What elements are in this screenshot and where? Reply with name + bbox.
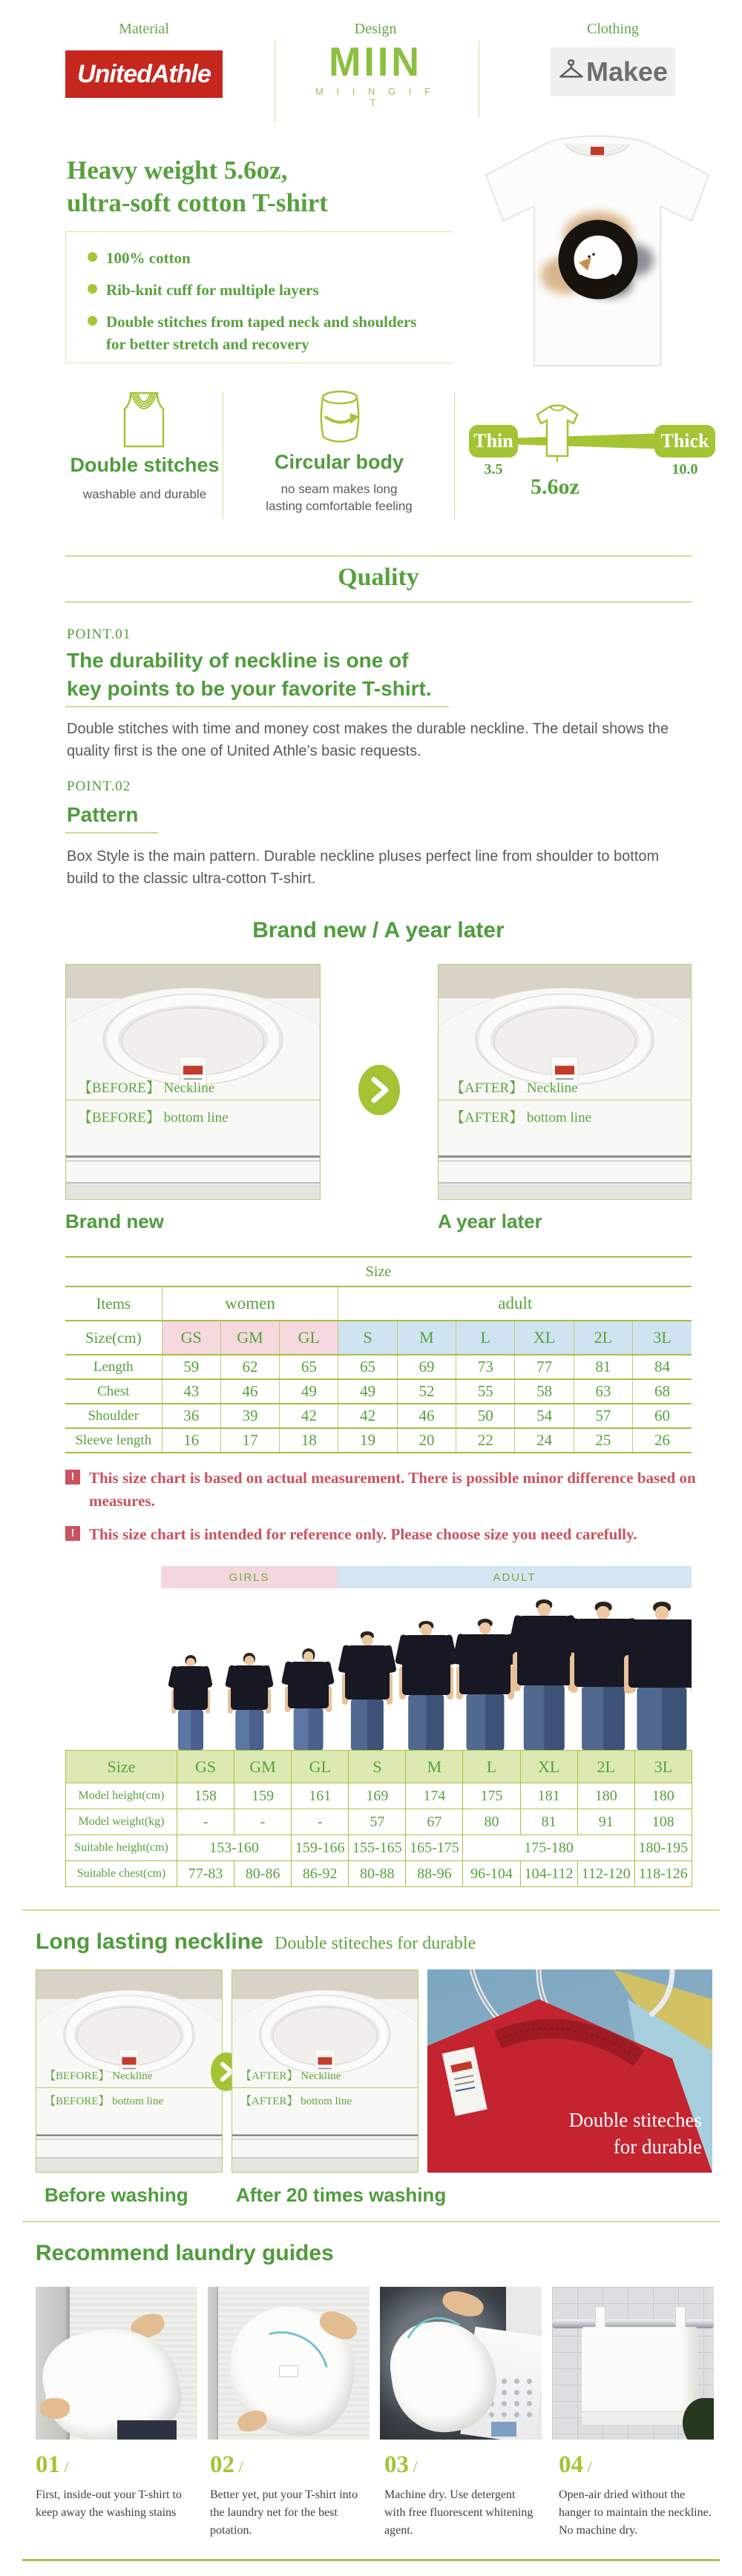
point-02-label: POINT.02 — [67, 779, 131, 794]
model-span-cell: 180-195 — [634, 1835, 692, 1861]
exclamation-icon: ! — [65, 1470, 80, 1484]
tshirt-marker-icon — [534, 404, 580, 466]
size-header-cell: XL — [515, 1321, 574, 1355]
size-value-cell: 68 — [633, 1379, 692, 1404]
after-bottomline-label: 【AFTER】 bottom line — [450, 1110, 592, 1126]
bullet-dot-icon — [88, 284, 97, 294]
product-title-line1: Heavy weight 5.6oz, — [67, 156, 288, 185]
model-shirt — [174, 1666, 208, 1710]
model-value-cell: 112-120 — [577, 1861, 634, 1887]
laundry-step — [384, 2451, 539, 2540]
model-span-cell: 153-160 — [177, 1835, 292, 1861]
brand-new-caption: Brand new — [65, 1210, 164, 1232]
model-size-table — [65, 1750, 692, 1887]
size-value-cell: 19 — [338, 1428, 397, 1453]
size-value-cell: 22 — [456, 1428, 515, 1453]
size-value-cell: 50 — [456, 1404, 515, 1428]
size-value-cell: 42 — [280, 1404, 338, 1428]
neckline-section-heading: Long lasting neckline — [36, 1929, 263, 1954]
header-label-clothing: Clothing — [586, 21, 639, 37]
adult-band: ADULT — [338, 1566, 692, 1588]
size-cm-header: Size(cm) — [65, 1321, 162, 1355]
red-shirt-text — [569, 2107, 702, 2160]
neckline-section-subheading: Double stiteches for durable — [275, 1934, 476, 1953]
before-washing-caption: Before washing — [45, 2184, 188, 2206]
model-size-header: GS — [177, 1751, 234, 1783]
model-photos — [161, 1588, 692, 1750]
model-face — [538, 1603, 551, 1616]
model-jeans — [293, 1708, 324, 1750]
size-table — [65, 1256, 692, 1453]
step-number: 01 / — [36, 2451, 69, 2478]
size-value-cell: 16 — [162, 1428, 220, 1453]
model-value-cell: - — [177, 1809, 234, 1835]
size-value-cell: 63 — [574, 1379, 632, 1404]
step-text: Open-air dried without the hanger to maintain the neckline. No machine dry. — [559, 2489, 712, 2537]
model-value-cell: 80 — [463, 1809, 520, 1835]
model-value-cell: 88-96 — [406, 1861, 463, 1887]
row-label: Chest — [65, 1379, 162, 1404]
section-divider — [22, 2221, 720, 2222]
size-warnings — [65, 1467, 718, 1556]
row-label: Suitable height(cm) — [66, 1835, 177, 1861]
model-shirt — [402, 1635, 450, 1694]
model-jeans — [637, 1688, 687, 1750]
before-wash-bottomline-label: 【BEFORE】 bottom line — [45, 2096, 164, 2107]
model-value-cell: 159 — [234, 1783, 292, 1809]
model-value-cell: 91 — [577, 1809, 634, 1835]
row-label: Suitable chest(cm) — [66, 1861, 177, 1887]
model-value-cell: 86-92 — [292, 1861, 349, 1887]
before-wash-neckline-label: 【BEFORE】 Neckline — [45, 2070, 153, 2082]
miin-logo-text: MIIN — [329, 39, 422, 85]
feature-desc-double-stitches: washable and durable — [82, 487, 207, 501]
photo-separator — [232, 2087, 418, 2088]
model-table-row — [66, 1783, 692, 1809]
point-02-underline — [65, 832, 158, 833]
size-value-cell: 20 — [397, 1428, 456, 1453]
point-01-label: POINT.01 — [67, 627, 131, 642]
miin-logo-subtext: M I I N G I F T — [315, 86, 436, 108]
model-face — [421, 1624, 433, 1636]
model-table-row — [66, 1809, 692, 1835]
size-value-cell: 65 — [338, 1355, 397, 1379]
before-bottomline-label: 【BEFORE】 bottom line — [78, 1110, 229, 1126]
quality-rule-top — [65, 555, 692, 557]
thick-value: 10.0 — [672, 461, 698, 478]
hanger-icon — [558, 56, 583, 87]
model-shirt — [288, 1662, 329, 1708]
arrow-right-icon — [358, 1065, 400, 1115]
point-01-title-line1: The durability of neckline is one of — [67, 649, 409, 672]
size-table-group-row — [65, 1287, 692, 1321]
model-value-cell: 108 — [634, 1809, 692, 1835]
header-label-design: Design — [354, 21, 397, 37]
model-value-cell: 158 — [177, 1783, 234, 1809]
bullet-dot-icon — [88, 252, 97, 262]
model-value-cell: 174 — [406, 1783, 463, 1809]
size-table-caption-row — [65, 1257, 692, 1287]
model-size-header: M — [406, 1751, 463, 1783]
model-value-cell: - — [292, 1809, 349, 1835]
model-jeans — [582, 1687, 625, 1750]
size-table-title: Size — [65, 1257, 692, 1287]
model-value-cell: 67 — [406, 1809, 463, 1835]
model-value-cell: 180 — [634, 1783, 692, 1809]
bullet-dot-icon — [88, 316, 97, 326]
size-value-cell: 54 — [515, 1404, 574, 1428]
size-value-cell: 77 — [515, 1355, 574, 1379]
row-label: Shoulder — [65, 1404, 162, 1428]
point-01-underline — [65, 706, 449, 707]
size-header-cell: GM — [220, 1321, 279, 1355]
makee-logo-text: Makee — [585, 56, 669, 87]
group-header: adult — [338, 1287, 692, 1321]
model-shirt — [628, 1619, 692, 1688]
laundry-photo-4 — [552, 2287, 714, 2440]
model-face — [655, 1606, 669, 1621]
shirt-hem-fold — [582, 2411, 697, 2425]
model-value-cell: 77-83 — [177, 1861, 234, 1887]
feature-title-double-stitches: Double stitches — [70, 454, 220, 476]
warning-item — [65, 1523, 718, 1546]
size-value-cell: 17 — [220, 1428, 279, 1453]
size-value-cell: 62 — [220, 1355, 279, 1379]
after-wash-neckline-label: 【AFTER】 Neckline — [240, 2070, 341, 2082]
model-figure — [231, 1653, 269, 1750]
size-value-cell: 49 — [338, 1379, 397, 1404]
model-shirt — [459, 1634, 510, 1695]
point-01-title-line2: key points to be your favorite T-shirt. — [67, 677, 432, 700]
model-face — [245, 1656, 255, 1665]
feature-bullet-list — [88, 247, 459, 365]
model-figure — [628, 1602, 692, 1750]
model-face — [362, 1635, 373, 1646]
size-value-cell: 84 — [633, 1355, 692, 1379]
model-value-cell: 169 — [349, 1783, 406, 1809]
model-jeans — [178, 1710, 203, 1750]
warning-text: This size chart is intended for reference only. Please choose size you need carefully. — [89, 1525, 637, 1543]
step-text: First, inside-out your T-shirt to keep away the washing stains — [36, 2489, 182, 2519]
photo-separator — [36, 2087, 223, 2088]
size-header-cell: 3L — [633, 1321, 692, 1355]
model-table-row — [66, 1861, 692, 1887]
model-jeans — [235, 1710, 263, 1750]
bottom-divider — [22, 2559, 720, 2561]
step-number-slash: / — [60, 2457, 69, 2476]
bullet-text: Rib-knit cuff for multiple layers — [106, 281, 319, 299]
step-number-slash: / — [583, 2457, 592, 2476]
row-label: Length — [65, 1355, 162, 1379]
step-number: 04 / — [559, 2451, 592, 2478]
step-number-slash: / — [234, 2457, 243, 2476]
size-value-cell: 60 — [633, 1404, 692, 1428]
model-span-cell: 175-180 — [463, 1835, 634, 1861]
circular-body-icon — [313, 389, 367, 453]
size-value-cell: 55 — [456, 1379, 515, 1404]
model-value-cell: 80-88 — [349, 1861, 406, 1887]
size-value-cell: 18 — [280, 1428, 338, 1453]
point-02-title: Pattern — [67, 803, 139, 826]
step-number: 02 / — [210, 2451, 243, 2478]
exclamation-icon: ! — [65, 1526, 80, 1541]
model-jeans — [351, 1700, 384, 1750]
size-value-cell: 46 — [220, 1379, 279, 1404]
size-header-cell: GL — [280, 1321, 338, 1355]
bullet-item — [88, 279, 459, 301]
size-value-cell: 58 — [515, 1379, 574, 1404]
model-span-cell: 159-166 — [292, 1835, 349, 1861]
quality-rule-bottom — [65, 601, 692, 603]
model-value-cell: 57 — [349, 1809, 406, 1835]
bullet-text: Double stitches from taped neck and shoulders for better stretch and recovery — [106, 313, 417, 353]
photo-double-stitches-red-shirt — [427, 1969, 712, 2173]
size-value-cell: 69 — [397, 1355, 456, 1379]
after-washing-caption: After 20 times washing — [236, 2184, 447, 2206]
laundry-step — [559, 2451, 713, 2540]
size-value-cell: 57 — [574, 1404, 632, 1428]
step-text: Machine dry. Use detergent with free fluorescent whitening agent. — [384, 2489, 533, 2537]
model-span-cell: 155-165 — [349, 1835, 406, 1861]
size-value-cell: 36 — [162, 1404, 220, 1428]
model-value-cell: 181 — [520, 1783, 577, 1809]
model-size-header: 2L — [577, 1751, 634, 1783]
neckline-stitches-icon — [119, 390, 169, 453]
product-photo — [453, 117, 742, 374]
size-value-cell: 43 — [162, 1379, 220, 1404]
model-figure — [345, 1631, 390, 1750]
model-value-cell: 118-126 — [634, 1861, 692, 1887]
size-value-cell: 24 — [515, 1428, 574, 1453]
warning-item — [65, 1467, 718, 1513]
model-size-header: GM — [234, 1751, 292, 1783]
hand — [40, 2398, 70, 2419]
model-jeans — [409, 1695, 444, 1750]
laundry-photo-1 — [36, 2287, 197, 2440]
size-value-cell: 81 — [574, 1355, 632, 1379]
before-neckline-label: 【BEFORE】 Neckline — [78, 1080, 215, 1096]
point-01-body: Double stitches with time and money cost makes the durable neckline. The detail shows the quality first is the one of United Athle’s basic requests. — [67, 721, 669, 759]
model-figure — [288, 1648, 329, 1750]
model-figure — [517, 1599, 572, 1750]
model-size-header: XL — [520, 1751, 577, 1783]
model-table-row — [66, 1835, 692, 1861]
size-header-cell: 2L — [574, 1321, 632, 1355]
thick-badge: Thick — [654, 425, 715, 458]
row-label: Model weight(kg) — [66, 1809, 177, 1835]
girls-band: GIRLS — [161, 1566, 338, 1588]
model-shirt — [231, 1665, 269, 1710]
laundry-photo-2 — [208, 2287, 370, 2440]
items-header: Items — [65, 1287, 162, 1321]
size-value-cell: 65 — [280, 1355, 338, 1379]
step-number-slash: / — [409, 2457, 418, 2476]
row-label: Model height(cm) — [66, 1783, 177, 1809]
warning-text: This size chart is based on actual measurement. There is possible minor difference based on measures. — [89, 1469, 696, 1510]
model-value-cell: 161 — [292, 1783, 349, 1809]
model-face — [186, 1658, 195, 1667]
row-label: Sleeve length — [65, 1428, 162, 1453]
laundry-steps — [36, 2451, 714, 2540]
bullet-item — [88, 311, 459, 355]
size-value-cell: 39 — [220, 1404, 279, 1428]
miin-logo — [312, 39, 439, 108]
size-value-cell: 26 — [633, 1428, 692, 1453]
model-value-cell: - — [234, 1809, 292, 1835]
red-shirt-text-line2: for durable — [613, 2136, 702, 2158]
model-shirt — [517, 1616, 572, 1685]
model-size-header: S — [349, 1751, 406, 1783]
product-title-line2: ultra-soft cotton T-shirt — [67, 188, 328, 217]
model-span-cell: 165-175 — [406, 1835, 463, 1861]
model-value-cell: 175 — [463, 1783, 520, 1809]
laundry-photo-3 — [380, 2287, 542, 2440]
model-value-cell: 80-86 — [234, 1861, 292, 1887]
after-neckline-label: 【AFTER】 Neckline — [450, 1080, 578, 1096]
point-02-body: Box Style is the main pattern. Durable neckline pluses perfect line from shoulder to bottom build to the classic ultra-cotton T-shirt. — [67, 848, 660, 887]
thin-badge: Thin — [469, 425, 518, 458]
model-size-header: GL — [292, 1751, 349, 1783]
bullet-text: 100% cotton — [106, 249, 191, 267]
size-value-cell: 49 — [280, 1379, 338, 1404]
net-label — [279, 2365, 298, 2377]
quality-heading: Quality — [338, 564, 419, 591]
machine-display — [491, 2422, 516, 2437]
wall-edge — [208, 2287, 218, 2440]
size-value-cell: 59 — [162, 1355, 220, 1379]
after-wash-bottomline-label: 【AFTER】 bottom line — [240, 2096, 352, 2107]
model-size-header: 3L — [634, 1751, 692, 1783]
size-table-data-row — [65, 1404, 692, 1428]
features-divider — [454, 392, 455, 519]
size-value-cell: 42 — [338, 1404, 397, 1428]
bullet-item — [88, 247, 459, 269]
size-value-cell: 46 — [397, 1404, 456, 1428]
weight-value: 5.6oz — [531, 475, 580, 499]
hanging-shirt — [582, 2327, 697, 2423]
model-value-cell: 180 — [577, 1783, 634, 1809]
makee-logo — [551, 47, 675, 96]
size-header-cell: M — [397, 1321, 456, 1355]
model-face — [479, 1622, 491, 1635]
header-label-material: Material — [119, 21, 169, 37]
model-value-cell: 81 — [520, 1809, 577, 1835]
section-divider — [22, 1909, 720, 1911]
model-value-cell: 96-104 — [463, 1861, 520, 1887]
thin-value: 3.5 — [484, 461, 503, 478]
model-jeans — [466, 1694, 504, 1750]
group-header: women — [162, 1287, 338, 1321]
size-header-cell: S — [338, 1321, 397, 1355]
laundry-step — [210, 2451, 364, 2540]
model-value-cell: 104-112 — [520, 1861, 577, 1887]
size-value-cell: 73 — [456, 1355, 515, 1379]
model-face — [303, 1651, 314, 1662]
red-shirt-text-line1: Double stiteches — [568, 2109, 702, 2131]
model-figure — [459, 1619, 510, 1750]
laundry-heading: Recommend laundry guides — [36, 2241, 334, 2265]
dark-sleeve — [117, 2420, 177, 2440]
size-table-data-row — [65, 1355, 692, 1379]
size-table-data-row — [65, 1428, 692, 1453]
size-header-cell: L — [456, 1321, 515, 1355]
step-text: Better yet, put your T-shirt into the laundry net for the best potation. — [210, 2489, 358, 2537]
a-year-later-caption: A year later — [438, 1210, 542, 1232]
model-figure — [174, 1655, 208, 1750]
model-table-header: Size — [66, 1751, 177, 1783]
point-01-title — [67, 647, 586, 703]
unitedathle-logo: UnitedAthle — [65, 50, 223, 98]
model-face — [597, 1606, 610, 1620]
step-number: 03 / — [384, 2451, 418, 2478]
size-table-sizes-row — [65, 1321, 692, 1355]
model-jeans — [524, 1685, 564, 1750]
size-value-cell: 25 — [574, 1428, 632, 1453]
model-size-header: L — [463, 1751, 520, 1783]
laundry-step — [36, 2451, 190, 2540]
model-figure — [402, 1621, 450, 1750]
collar-tag — [591, 147, 604, 155]
model-shirt — [345, 1645, 390, 1700]
feature-title-circular-body: Circular body — [274, 451, 404, 473]
size-table-data-row — [65, 1379, 692, 1404]
model-table-header-row — [66, 1751, 692, 1783]
feature-desc-circular-body: no seam makes long lasting comfortable feeling — [266, 482, 413, 513]
size-value-cell: 52 — [397, 1379, 456, 1404]
comparison-heading: Brand new / A year later — [252, 918, 505, 942]
size-header-cell: GS — [162, 1321, 220, 1355]
